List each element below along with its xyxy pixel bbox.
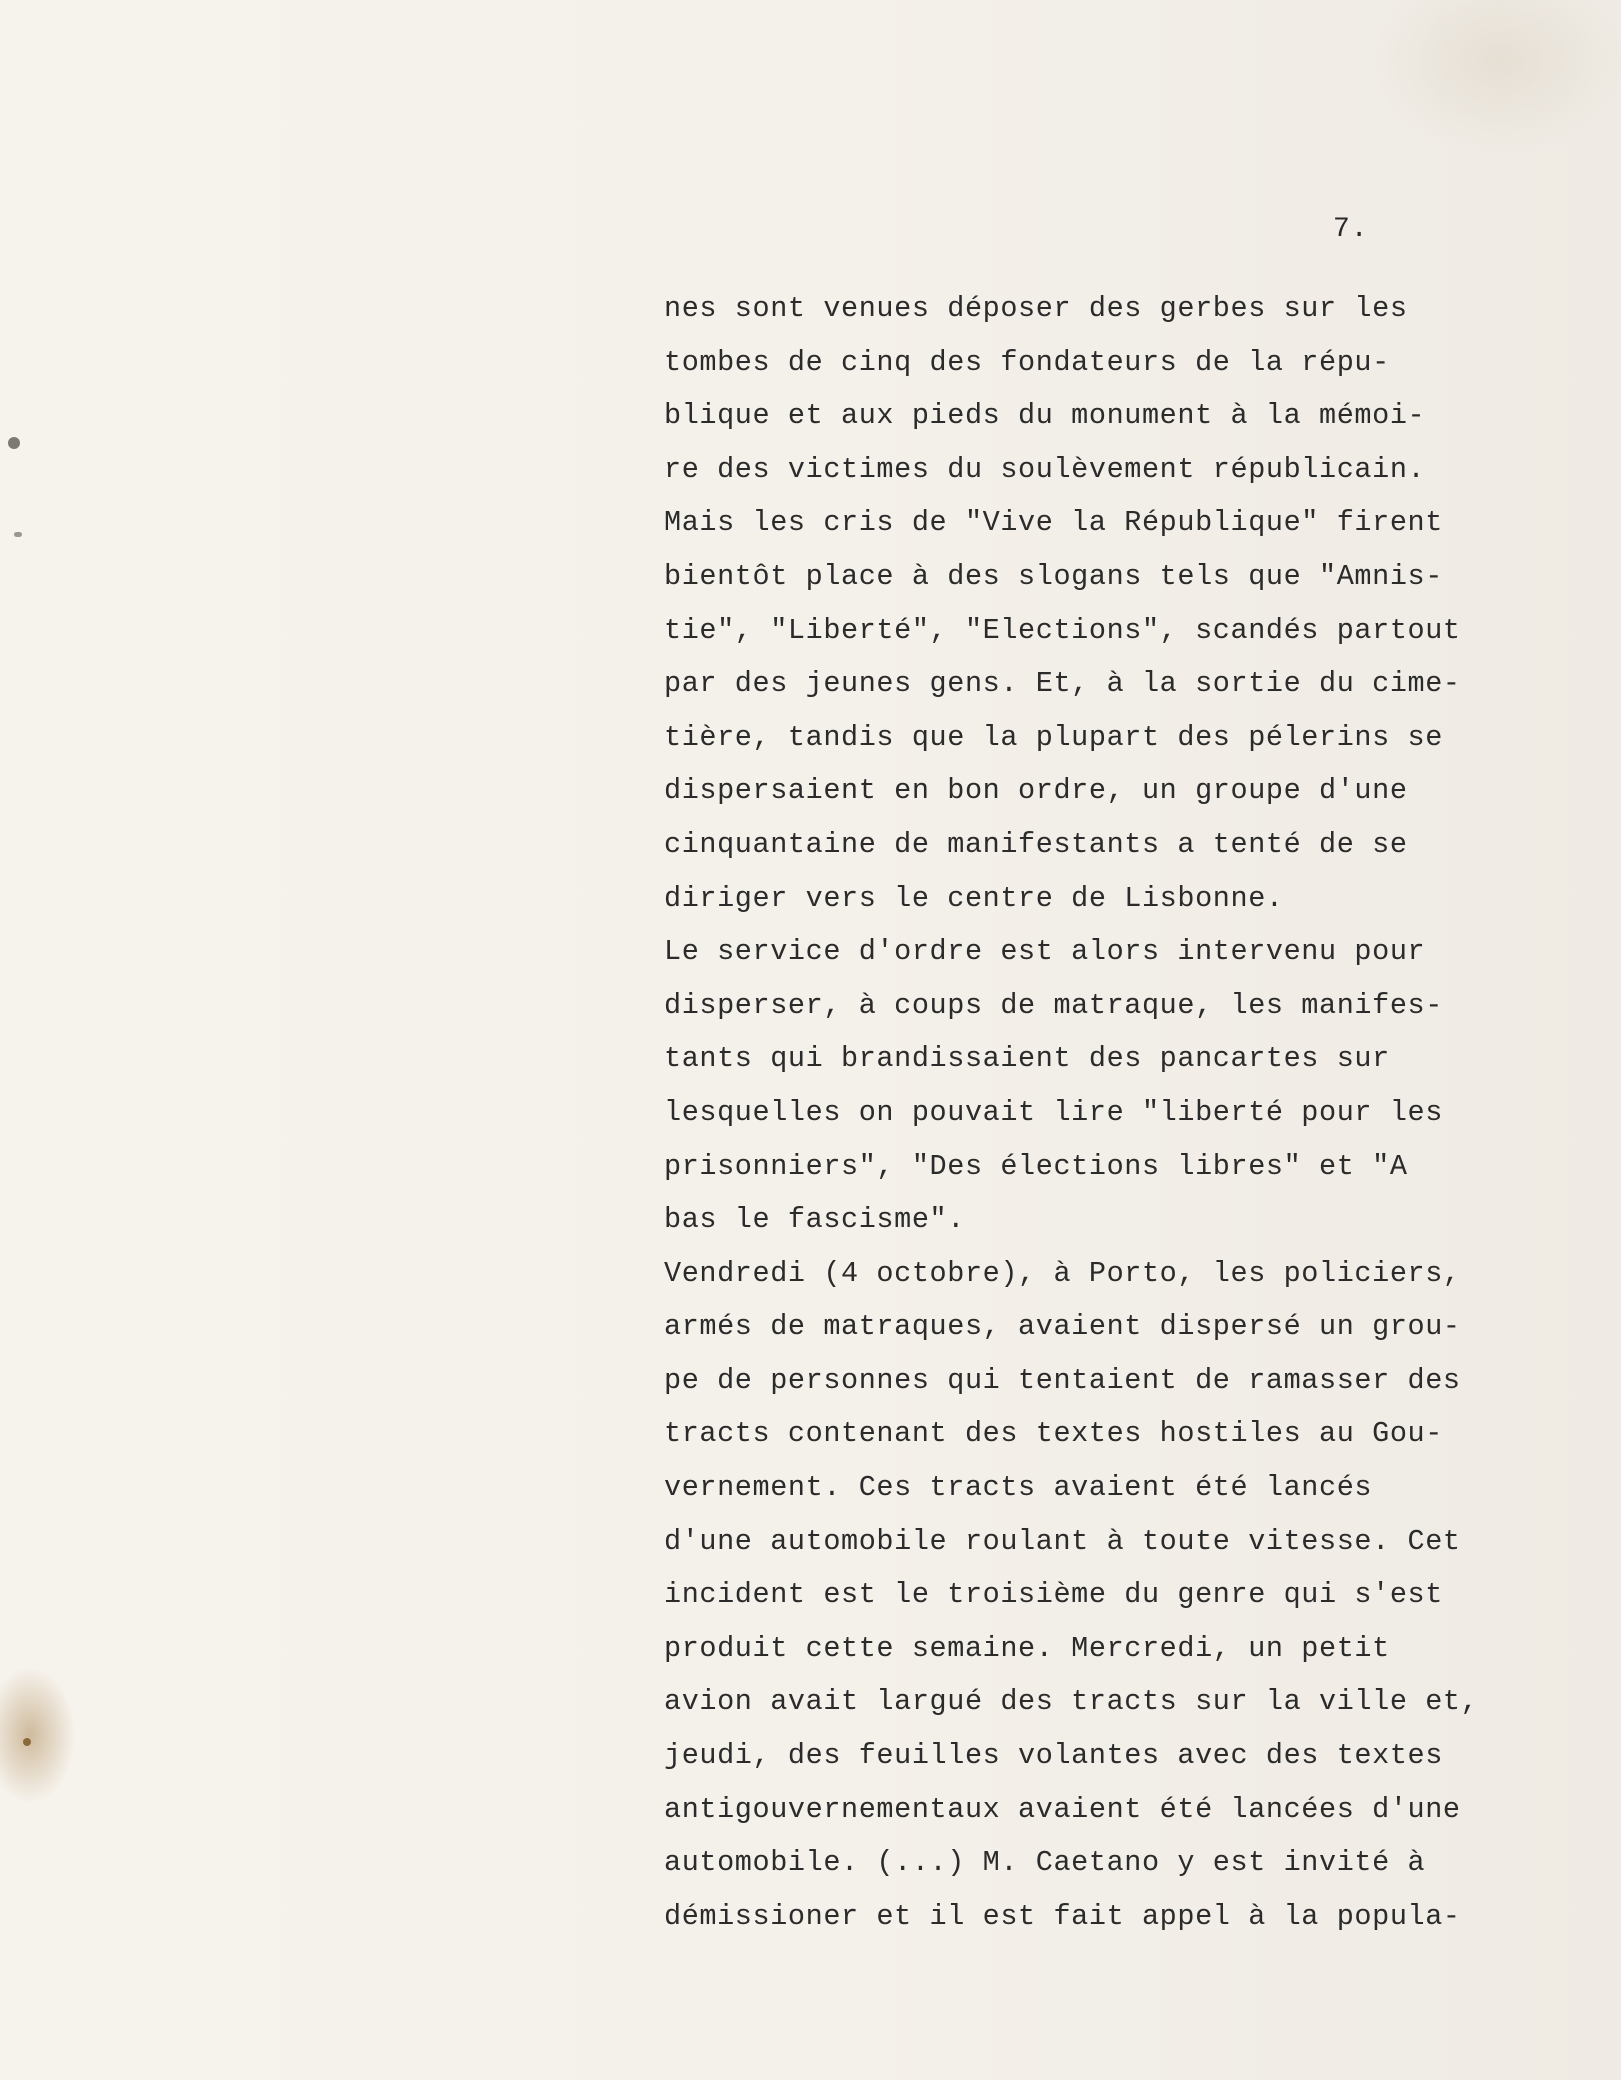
text-line: tracts contenant des textes hostiles au Gou-	[664, 1417, 1443, 1451]
text-line: prisonniers", "Des élections libres" et "A	[664, 1149, 1408, 1183]
page-number: 7.	[1333, 214, 1369, 245]
text-line: automobile. (...) M. Caetano y est invité à	[664, 1846, 1426, 1880]
text-line: lesquelles on pouvait lire "liberté pour les	[664, 1095, 1443, 1129]
text-line: re des victimes du soulèvement républicain.	[664, 452, 1426, 486]
text-line: Vendredi (4 octobre), à Porto, les policiers,	[664, 1256, 1461, 1290]
text-line: démissioner et il est fait appel à la popula-	[664, 1899, 1461, 1933]
text-line: nes sont venues déposer des gerbes sur les	[664, 292, 1408, 325]
text-line: Le service d'ordre est alors intervenu pour	[664, 935, 1426, 969]
paper-speck	[14, 532, 22, 537]
text-line: tombes de cinq des fondateurs de la répu-	[664, 345, 1390, 379]
body-text	[664, 282, 1479, 1943]
text-line: Mais les cris de "Vive la République" firent	[664, 506, 1443, 540]
text-line: pe de personnes qui tentaient de ramasser des	[664, 1363, 1461, 1397]
text-line: cinquantaine de manifestants a tenté de se	[664, 827, 1408, 861]
text-line: tière, tandis que la plupart des pélerins se	[664, 720, 1443, 754]
text-line: jeudi, des feuilles volantes avec des textes	[664, 1739, 1443, 1773]
text-line: vernement. Ces tracts avaient été lancés	[664, 1471, 1373, 1505]
text-line: incident est le troisième du genre qui s'est	[664, 1578, 1443, 1612]
text-line: blique et aux pieds du monument à la mémoi-	[664, 399, 1426, 433]
text-line: par des jeunes gens. Et, à la sortie du cime-	[664, 667, 1461, 701]
text-line: diriger vers le centre de Lisbonne.	[664, 881, 1284, 915]
stain-mark	[23, 1738, 31, 1746]
text-line: avion avait largué des tracts sur la ville et,	[664, 1685, 1479, 1719]
text-line: bientôt place à des slogans tels que "Amnis-	[664, 559, 1443, 593]
text-line: disperser, à coups de matraque, les manifes-	[664, 988, 1443, 1022]
text-line: armés de matraques, avaient dispersé un grou-	[664, 1310, 1461, 1344]
text-line: produit cette semaine. Mercredi, un petit	[664, 1631, 1390, 1665]
text-line: tants qui brandissaient des pancartes sur	[664, 1042, 1390, 1076]
text-line: d'une automobile roulant à toute vitesse. Cet	[664, 1524, 1461, 1558]
text-line: antigouvernementaux avaient été lancées d'une	[664, 1792, 1461, 1826]
text-line: bas le fascisme".	[664, 1203, 965, 1237]
text-line: dispersaient en bon ordre, un groupe d'une	[664, 774, 1408, 808]
text-line: tie", "Liberté", "Elections", scandés partout	[664, 613, 1461, 647]
punch-hole-mark	[8, 437, 20, 449]
